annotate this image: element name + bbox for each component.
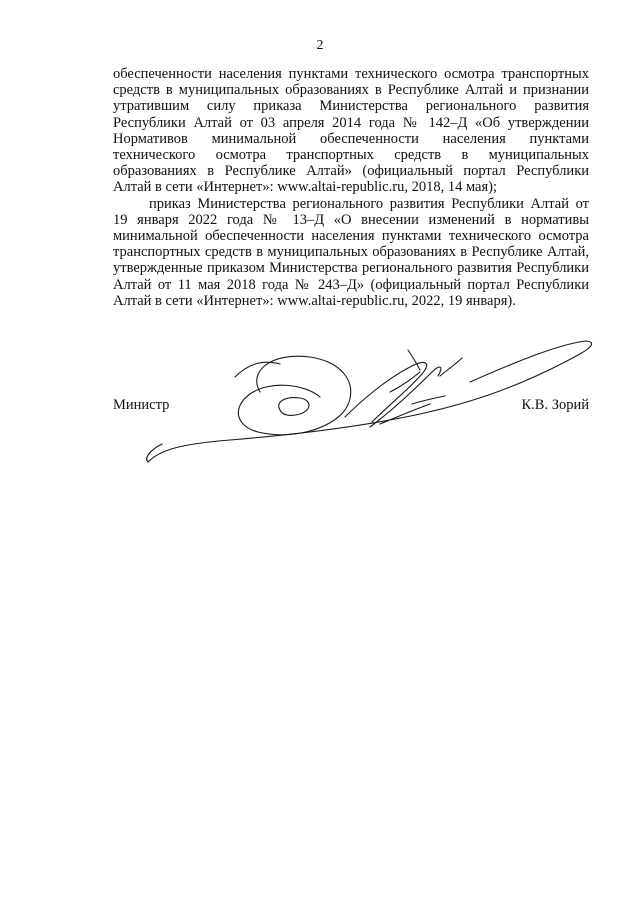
paragraph-continuation: обеспеченности населения пунктами технического осмотра транспортных средств в муниципальных образованиях в Республике Алтай и признании утратившим силу приказа Министерства регионального развития Республики Алтай от 03 апреля 2014 года № 142–Д «Об утверждении Нормативов минимальной обеспеченности населения пунктами технического осмотра транспортных средств в муниципальных образованиях в Республике Алтай» (официальный портал Республики Алтай в сети «Интернет»: www.altai-republic.ru, 2018, 14 мая); — [113, 66, 589, 196]
page-number: 2 — [316, 38, 324, 53]
handwritten-signature — [140, 332, 610, 472]
paragraph-order: приказ Министерства регионального развития Республики Алтай от 19 января 2022 года № 13–Д «О внесении изменений в нормативы минимальной обеспеченности населения пунктами технического осмотра транспортных средств в муниципальных образованиях в Республике Алтай, утвержденные приказом Министерства регионального развития Республики Алтай от 11 мая 2018 года № 243–Д» (официальный портал Республики Алтай в сети «Интернет»: www.altai-republic.ru, 2022, 19 января). — [113, 195, 589, 309]
signer-title: Министр — [113, 397, 170, 413]
body-text — [113, 66, 589, 309]
signer-name: К.В. Зорий — [521, 397, 589, 413]
